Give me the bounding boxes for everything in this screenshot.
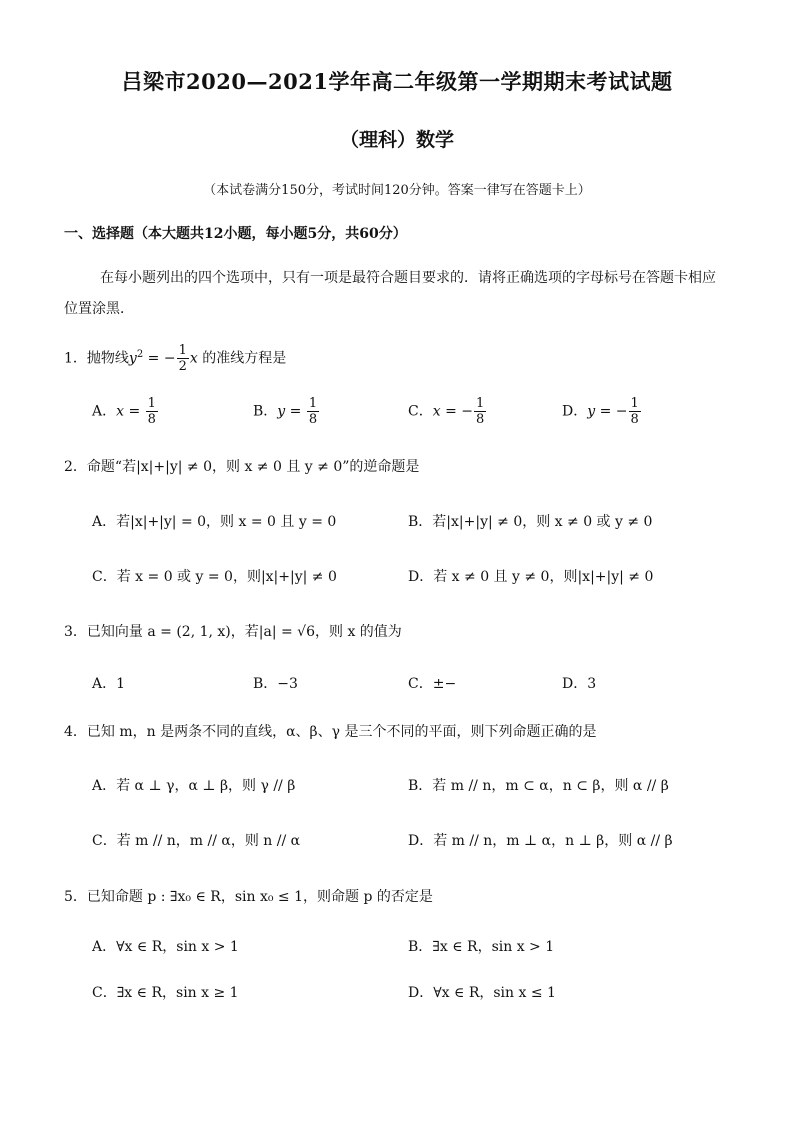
q1-option-c[interactable]	[408, 396, 487, 427]
math-eq: = −	[595, 403, 628, 420]
q2-option-d[interactable]: D．若 x ≠ 0 且 y ≠ 0，则|x|+|y| ≠ 0	[408, 569, 654, 585]
page-subtitle: （理科）数学	[339, 129, 454, 151]
option-label: C．	[408, 403, 433, 420]
math-var: x	[432, 403, 441, 420]
math-eq: = −	[440, 403, 473, 420]
q1-option-d[interactable]	[562, 396, 642, 427]
math-eq: = −	[143, 350, 176, 367]
q2-option-a[interactable]: A．若|x|+|y| = 0，则 x = 0 且 y = 0	[92, 514, 337, 530]
q5-option-a[interactable]: A．∀x ∈ R，sin x > 1	[92, 939, 239, 955]
option-label: B．	[253, 403, 278, 420]
question-4: 4．已知 m，n 是两条不同的直线，α、β、γ 是三个不同的平面，则下列命题正确的是	[64, 724, 597, 740]
question-text-pre: 抛物线	[86, 350, 129, 367]
question-1	[64, 343, 286, 374]
fraction-numerator: 1	[630, 396, 639, 411]
q5-option-d[interactable]: D．∀x ∈ R，sin x ≤ 1	[408, 985, 556, 1001]
page-title: 吕梁市2020—2021学年高二年级第一学期期末考试试题	[121, 69, 673, 94]
fraction	[177, 343, 189, 374]
q4-option-c[interactable]: C．若 m // n，m // α，则 n // α	[92, 833, 301, 849]
fraction-numerator: 1	[147, 396, 156, 411]
q3-option-b[interactable]: B．−3	[253, 676, 298, 692]
q5-option-c[interactable]: C．∃x ∈ R，sin x ≥ 1	[92, 985, 239, 1001]
q4-option-b[interactable]: B．若 m // n，m ⊂ α，n ⊂ β，则 α // β	[408, 778, 669, 794]
math-eq: =	[124, 403, 145, 420]
math-var: y	[128, 350, 137, 367]
section-heading: 一、选择题（本大题共12小题，每小题5分，共60分）	[64, 226, 407, 242]
q4-option-d[interactable]: D．若 m // n，m ⊥ α，n ⊥ β，则 α // β	[408, 833, 673, 849]
q1-option-a[interactable]	[92, 396, 159, 427]
q5-option-b[interactable]: B．∃x ∈ R，sin x > 1	[408, 939, 555, 955]
fraction	[146, 396, 158, 427]
fraction-denominator: 8	[476, 412, 485, 427]
q3-option-a[interactable]: A．1	[92, 676, 126, 692]
q3-option-c[interactable]: C．±−	[408, 676, 457, 692]
math-exponent: 2	[136, 348, 144, 360]
option-label: D．	[562, 403, 588, 420]
instruction-line-2: 位置涂黑．	[64, 301, 134, 317]
math-var: x	[189, 350, 198, 367]
q2-option-c[interactable]: C．若 x = 0 或 y = 0，则|x|+|y| ≠ 0	[92, 569, 337, 585]
math-var: x	[116, 403, 125, 420]
question-2: 2．命题“若|x|+|y| ≠ 0，则 x ≠ 0 且 y ≠ 0”的逆命题是	[64, 459, 420, 475]
fraction-numerator: 1	[476, 396, 485, 411]
fraction	[307, 396, 319, 427]
question-5: 5．已知命题 p : ∃x₀ ∈ R，sin x₀ ≤ 1，则命题 p 的否定是	[64, 889, 433, 905]
q4-option-a[interactable]: A．若 α ⊥ γ，α ⊥ β，则 γ // β	[92, 778, 296, 794]
question-text-post: 的准线方程是	[197, 350, 287, 367]
instruction-line-1: 在每小题列出的四个选项中，只有一项是最符合题目要求的．请将正确选项的字母标号在答题卡相应	[100, 270, 716, 286]
math-var: y	[277, 403, 286, 420]
exam-note: （本试卷满分150分，考试时间120分钟。答案一律写在答题卡上）	[203, 183, 591, 198]
q3-option-d[interactable]: D．3	[562, 676, 597, 692]
option-label: A．	[92, 403, 117, 420]
fraction-denominator: 8	[147, 412, 156, 427]
fraction-numerator: 1	[178, 343, 187, 358]
q1-option-b[interactable]	[253, 396, 320, 427]
fraction-denominator: 8	[630, 412, 639, 427]
question-3: 3．已知向量 a = (2, 1, x)，若|a| = √6，则 x 的值为	[64, 624, 402, 640]
math-var: y	[587, 403, 596, 420]
fraction-numerator: 1	[308, 396, 318, 411]
question-number: 1．	[64, 350, 87, 367]
fraction-denominator: 2	[178, 359, 187, 374]
math-eq: =	[285, 403, 306, 420]
fraction-denominator: 8	[308, 412, 318, 427]
fraction	[629, 396, 641, 427]
q2-option-b[interactable]: B．若|x|+|y| ≠ 0，则 x ≠ 0 或 y ≠ 0	[408, 514, 653, 530]
fraction	[474, 396, 486, 427]
